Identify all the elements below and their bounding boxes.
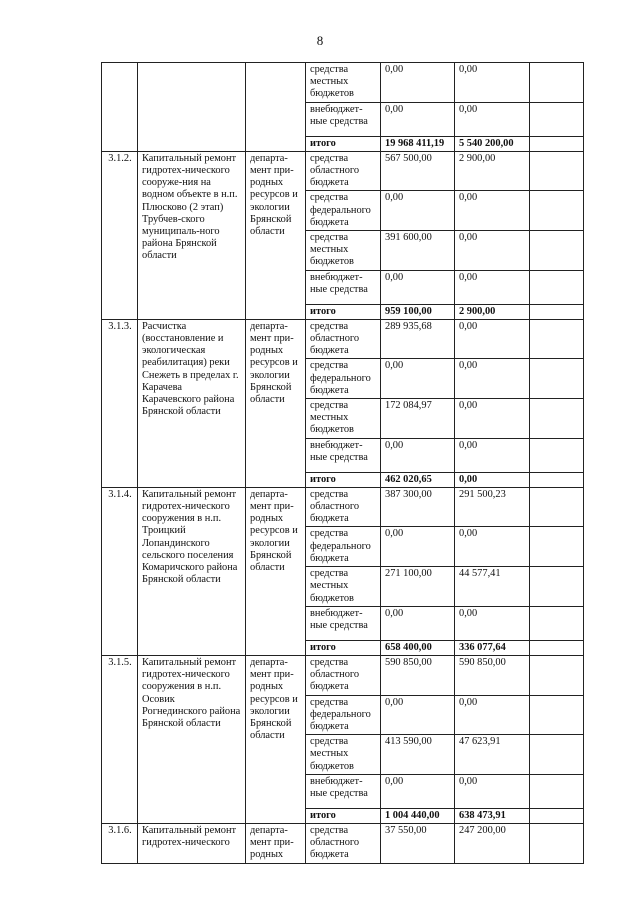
total-value: 959 100,00 <box>381 304 455 319</box>
source-cell: средства местных бюджетов <box>306 231 381 271</box>
item-department: департа-мент при-родных ресурсов и экологии Брянской области <box>246 151 306 319</box>
item-name: Капитальный ремонт гидротех-нического сооружения в н.п. Троицкий Лопандинского сельского поселения Комаричского района Брянской области <box>138 487 246 655</box>
value-cell: 0,00 <box>455 270 530 304</box>
blank-cell <box>530 136 584 151</box>
item-code: 3.1.6. <box>102 823 138 863</box>
blank-cell <box>530 231 584 271</box>
item-department: департа-мент при-родных ресурсов и экологии Брянской области <box>246 319 306 487</box>
total-label: итого <box>306 808 381 823</box>
value-cell: 0,00 <box>455 774 530 808</box>
source-cell: внебюджет-ные средства <box>306 438 381 472</box>
blank-cell <box>530 472 584 487</box>
value-cell: 247 200,00 <box>455 823 530 863</box>
value-cell: 0,00 <box>455 359 530 399</box>
blank-cell <box>530 438 584 472</box>
source-cell: средства областного бюджета <box>306 655 381 695</box>
total-value: 336 077,64 <box>455 640 530 655</box>
item-code: 3.1.5. <box>102 655 138 823</box>
blank-cell <box>530 270 584 304</box>
value-cell: 0,00 <box>455 231 530 271</box>
page-number: 8 <box>316 33 324 48</box>
item-name: Капитальный ремонт гидротех-нического <box>138 823 246 863</box>
value-cell: 0,00 <box>381 695 455 735</box>
value-cell: 37 550,00 <box>381 823 455 863</box>
value-cell: 0,00 <box>381 102 455 136</box>
value-cell: 0,00 <box>455 191 530 231</box>
blank-cell <box>530 606 584 640</box>
value-cell: 387 300,00 <box>381 487 455 527</box>
source-cell: внебюджет-ные средства <box>306 102 381 136</box>
blank-cell <box>530 567 584 607</box>
value-cell: 0,00 <box>455 102 530 136</box>
item-department: департа-мент при-родных <box>246 823 306 863</box>
source-cell: средства местных бюджетов <box>306 567 381 607</box>
blank-cell <box>530 319 584 359</box>
source-cell: внебюджет-ные средства <box>306 270 381 304</box>
source-cell: средства местных бюджетов <box>306 399 381 439</box>
value-cell: 0,00 <box>455 438 530 472</box>
blank-cell <box>530 151 584 191</box>
blank-cell <box>530 304 584 319</box>
value-cell: 590 850,00 <box>381 655 455 695</box>
source-cell: средства местных бюджетов <box>306 735 381 775</box>
value-cell: 0,00 <box>381 63 455 103</box>
blank-cell <box>530 640 584 655</box>
item-name: Капитальный ремонт гидротех-нического сооруже-ния на водном объекте в н.п. Плюсково (2 этап) Трубчев-ского муниципаль-ного района Брянской области <box>138 151 246 319</box>
value-cell: 0,00 <box>381 774 455 808</box>
source-cell: средства федерального бюджета <box>306 191 381 231</box>
total-value: 638 473,91 <box>455 808 530 823</box>
source-cell: средства федерального бюджета <box>306 359 381 399</box>
value-cell: 0,00 <box>381 438 455 472</box>
table-row <box>102 487 584 527</box>
total-label: итого <box>306 640 381 655</box>
source-cell: внебюджет-ные средства <box>306 774 381 808</box>
blank-cell <box>530 191 584 231</box>
value-cell: 0,00 <box>381 606 455 640</box>
budget-table-body <box>102 63 584 864</box>
value-cell: 590 850,00 <box>455 655 530 695</box>
value-cell: 567 500,00 <box>381 151 455 191</box>
value-cell: 0,00 <box>455 319 530 359</box>
total-value: 1 004 440,00 <box>381 808 455 823</box>
total-value: 658 400,00 <box>381 640 455 655</box>
table-row <box>102 63 584 103</box>
source-cell: средства федерального бюджета <box>306 527 381 567</box>
blank-cell <box>530 695 584 735</box>
source-cell: средства областного бюджета <box>306 319 381 359</box>
value-cell: 0,00 <box>455 63 530 103</box>
value-cell: 289 935,68 <box>381 319 455 359</box>
total-label: итого <box>306 304 381 319</box>
table-row <box>102 655 584 695</box>
item-code: 3.1.3. <box>102 319 138 487</box>
total-value: 462 020,65 <box>381 472 455 487</box>
item-name: Расчистка (восстановление и экологическая реабилитация) реки Снежеть в пределах г. Карачева Карачевского района Брянской области <box>138 319 246 487</box>
total-value: 2 900,00 <box>455 304 530 319</box>
budget-table <box>101 62 584 864</box>
value-cell: 0,00 <box>381 270 455 304</box>
value-cell: 291 500,23 <box>455 487 530 527</box>
value-cell: 2 900,00 <box>455 151 530 191</box>
dept-cell <box>246 63 306 152</box>
blank-cell <box>530 774 584 808</box>
item-department: департа-мент при-родных ресурсов и экологии Брянской области <box>246 487 306 655</box>
table-row <box>102 823 584 863</box>
value-cell: 0,00 <box>455 527 530 567</box>
value-cell: 172 084,97 <box>381 399 455 439</box>
blank-cell <box>530 487 584 527</box>
total-value: 5 540 200,00 <box>455 136 530 151</box>
value-cell: 413 590,00 <box>381 735 455 775</box>
total-label: итого <box>306 472 381 487</box>
source-cell: средства областного бюджета <box>306 151 381 191</box>
total-value: 19 968 411,19 <box>381 136 455 151</box>
blank-cell <box>530 808 584 823</box>
total-label: итого <box>306 136 381 151</box>
blank-cell <box>530 655 584 695</box>
blank-cell <box>530 735 584 775</box>
item-code: 3.1.4. <box>102 487 138 655</box>
source-cell: средства областного бюджета <box>306 487 381 527</box>
code-cell <box>102 63 138 152</box>
table-row <box>102 151 584 191</box>
blank-cell <box>530 359 584 399</box>
item-code: 3.1.2. <box>102 151 138 319</box>
blank-cell <box>530 823 584 863</box>
blank-cell <box>530 63 584 103</box>
source-cell: внебюджет-ные средства <box>306 606 381 640</box>
value-cell: 271 100,00 <box>381 567 455 607</box>
source-cell: средства федерального бюджета <box>306 695 381 735</box>
value-cell: 0,00 <box>381 359 455 399</box>
source-cell: средства местных бюджетов <box>306 63 381 103</box>
source-cell: средства областного бюджета <box>306 823 381 863</box>
item-name: Капитальный ремонт гидротех-нического сооружения в н.п. Осовик Рогнединского района Брянской области <box>138 655 246 823</box>
name-cell <box>138 63 246 152</box>
value-cell: 47 623,91 <box>455 735 530 775</box>
value-cell: 44 577,41 <box>455 567 530 607</box>
value-cell: 0,00 <box>455 606 530 640</box>
blank-cell <box>530 102 584 136</box>
blank-cell <box>530 399 584 439</box>
value-cell: 0,00 <box>455 399 530 439</box>
item-department: департа-мент при-родных ресурсов и экологии Брянской области <box>246 655 306 823</box>
blank-cell <box>530 527 584 567</box>
value-cell: 0,00 <box>381 191 455 231</box>
total-value: 0,00 <box>455 472 530 487</box>
value-cell: 0,00 <box>381 527 455 567</box>
table-row <box>102 319 584 359</box>
value-cell: 0,00 <box>455 695 530 735</box>
value-cell: 391 600,00 <box>381 231 455 271</box>
